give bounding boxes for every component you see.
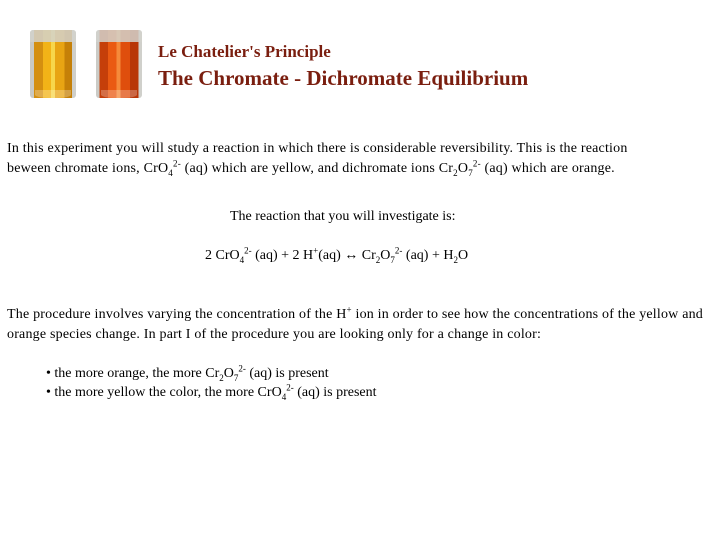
equilibrium-arrow-icon: ↔ — [344, 248, 359, 263]
orange-test-tube-image — [96, 30, 142, 98]
reaction-equation: 2 CrO$_4^{2-}$ (aq) + 2 H+(aq) ↔ $Cr_2O_7^{2-}$ $(aq) + H_2O$ — [205, 245, 469, 265]
investigate-label: The reaction that you will investigate is: — [230, 209, 456, 224]
yellow-test-tube-image — [30, 30, 76, 98]
page-subtitle: Le Chatelier's Principle — [158, 42, 331, 61]
procedure-paragraph: The procedure involves varying the concentration of the H+ ion in order to see how the concentrations of the yellow and orange species change. In part I of the procedure you are looking only for a change in color: — [7, 304, 704, 342]
intro-paragraph: In this experiment you will study a reaction in which there is considerable reversibility. This is the reaction beween chromate ions, CrO$_4^{2-}$ (aq) which are yellow, and dichromate ions $Cr_2O_7^{2-}$ (aq) which are orange. — [7, 141, 628, 178]
list-item: • the more yellow the color, the more CrO$_4^{2-}$ (aq) is present — [46, 382, 377, 402]
list-item: • the more orange, the more $Cr_2O_7^{2-}$ (aq) is present — [46, 363, 329, 383]
page-title: The Chromate - Dichromate Equilibrium — [158, 66, 529, 90]
bullet-list — [46, 364, 377, 402]
